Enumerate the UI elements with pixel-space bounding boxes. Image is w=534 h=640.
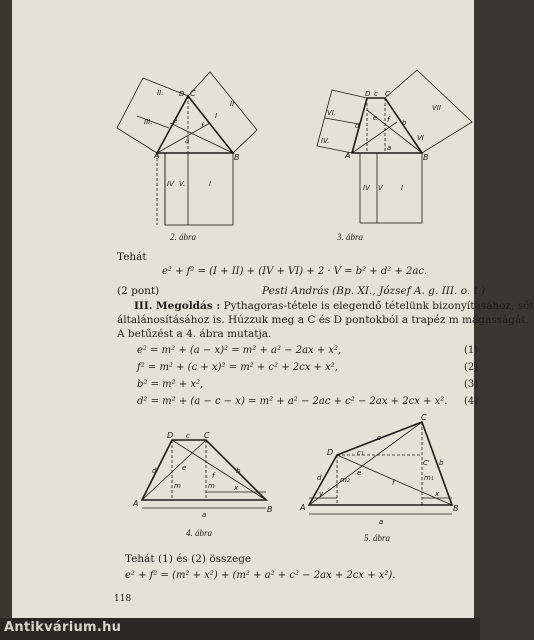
svg-text:m: m <box>208 482 215 490</box>
figure-5 <box>297 410 467 530</box>
svg-text:e: e <box>173 117 178 125</box>
figure-4-diagram <box>124 428 284 523</box>
svg-text:C': C' <box>423 459 430 467</box>
final-equation: e² + f² = (m² + x²) + (m² + a² + c² − 2ax + 2cx + x²). <box>125 570 396 581</box>
book-page <box>12 0 534 640</box>
figure-5-caption: 5. ábra <box>364 533 391 543</box>
equation-1-number: (1) <box>464 345 479 356</box>
svg-text:B: B <box>234 153 240 162</box>
watermark-text: Antikvárium.hu <box>4 620 122 635</box>
equation-4: d² = m² + (a − c − x) = m² + a² − 2ac + c² − 2ax + 2cx + x². <box>137 396 448 407</box>
svg-text:b: b <box>439 459 444 467</box>
svg-text:I: I <box>209 180 212 188</box>
svg-text:C: C <box>190 89 196 98</box>
svg-text:B: B <box>267 505 273 514</box>
svg-text:D: D <box>179 90 185 98</box>
svg-text:c: c <box>186 432 190 440</box>
svg-text:c₁: c₁ <box>357 449 364 457</box>
author-credit: Pesti András (Bp. XI., József A. g. III. o. t.) <box>262 285 486 297</box>
svg-text:a: a <box>202 511 207 519</box>
figure-3-diagram <box>307 60 477 230</box>
svg-text:d: d <box>317 474 322 482</box>
svg-text:c: c <box>374 90 378 98</box>
svg-text:B: B <box>453 504 459 513</box>
svg-text:II: II <box>230 100 235 108</box>
svg-text:x: x <box>435 490 440 498</box>
svg-text:a: a <box>185 137 190 145</box>
points-label: (2 pont) <box>117 285 160 297</box>
main-equation: e² + f² = (I + II) + (IV + VI) + 2 · V = b² + d² + 2ac. <box>162 266 428 277</box>
svg-text:VI.: VI. <box>327 109 337 117</box>
svg-text:e: e <box>373 114 378 122</box>
svg-text:f: f <box>387 116 390 124</box>
figure-3-caption: 3. ábra <box>337 232 364 242</box>
svg-text:m: m <box>174 482 181 490</box>
figure-4 <box>124 428 284 523</box>
svg-text:D: D <box>167 431 174 440</box>
svg-text:f: f <box>392 479 395 487</box>
svg-text:x: x <box>234 484 239 492</box>
svg-text:A: A <box>300 503 306 512</box>
svg-text:e: e <box>357 469 362 477</box>
svg-text:y: y <box>319 490 324 498</box>
svg-text:m₁: m₁ <box>424 474 434 482</box>
figure-2-diagram <box>97 68 267 233</box>
equation-2: f² = m² + (c + x)² = m² + c² + 2cx + x², <box>137 362 338 373</box>
svg-text:A: A <box>154 151 160 160</box>
svg-text:A: A <box>133 499 139 508</box>
svg-text:VI: VI <box>417 134 424 142</box>
svg-text:B: B <box>423 153 429 162</box>
svg-text:d: d <box>152 467 157 475</box>
tehat-label-1: Tehát <box>117 251 147 263</box>
svg-text:b: b <box>402 119 407 127</box>
svg-text:d: d <box>355 122 360 130</box>
equation-2-number: (2) <box>464 362 479 373</box>
svg-text:a: a <box>387 144 392 152</box>
svg-text:IV.: IV. <box>321 137 330 145</box>
solution-line-2: általánosításához is. Húzzuk meg a C és D pontokból a trapéz m magasságát. <box>117 314 529 326</box>
svg-text:a: a <box>379 518 384 526</box>
figure-2-caption: 2. ábra <box>170 232 197 242</box>
solution-title: III. Megoldás : <box>134 300 221 312</box>
svg-text:IV: IV <box>167 180 174 188</box>
svg-text:f: f <box>201 122 204 130</box>
figure-4-caption: 4. ábra <box>186 528 213 538</box>
svg-text:m₂: m₂ <box>340 476 350 484</box>
svg-text:C: C <box>385 90 390 98</box>
solution-line-3: A betűzést a 4. ábra mutatja. <box>117 328 272 340</box>
equation-3: b² = m² + x², <box>137 379 204 390</box>
svg-text:e: e <box>182 464 187 472</box>
svg-text:b: b <box>236 467 241 475</box>
svg-text:IV: IV <box>363 184 370 192</box>
solution-text-1: Pythagoras-tétele is elegendő tételünk bizonyításához, sőt <box>220 300 534 312</box>
figure-2 <box>97 68 267 233</box>
figure-5-diagram <box>297 410 467 530</box>
svg-text:VII: VII <box>432 104 441 112</box>
equation-1: e² = m² + (a − x)² = m² + a² − 2ax + x², <box>137 345 342 356</box>
svg-text:I: I <box>401 184 404 192</box>
equation-3-number: (3) <box>464 379 479 390</box>
svg-text:V: V <box>378 184 383 192</box>
svg-text:D: D <box>327 448 334 457</box>
svg-text:c: c <box>377 434 381 442</box>
svg-text:II.: II. <box>157 89 164 97</box>
svg-text:f: f <box>212 472 215 480</box>
svg-text:C: C <box>421 413 427 422</box>
equation-4-number: (4) <box>464 396 479 407</box>
solution-line-1 <box>134 300 534 312</box>
svg-text:I: I <box>215 112 218 120</box>
tehat-label-2: Tehát (1) és (2) összege <box>125 553 252 565</box>
page-number: 118 <box>114 594 132 604</box>
figure-3 <box>307 60 477 230</box>
svg-text:III.: III. <box>144 118 153 126</box>
svg-text:V.: V. <box>179 180 186 188</box>
svg-text:D: D <box>365 90 371 98</box>
svg-text:C: C <box>204 431 210 440</box>
svg-text:A: A <box>345 151 351 160</box>
